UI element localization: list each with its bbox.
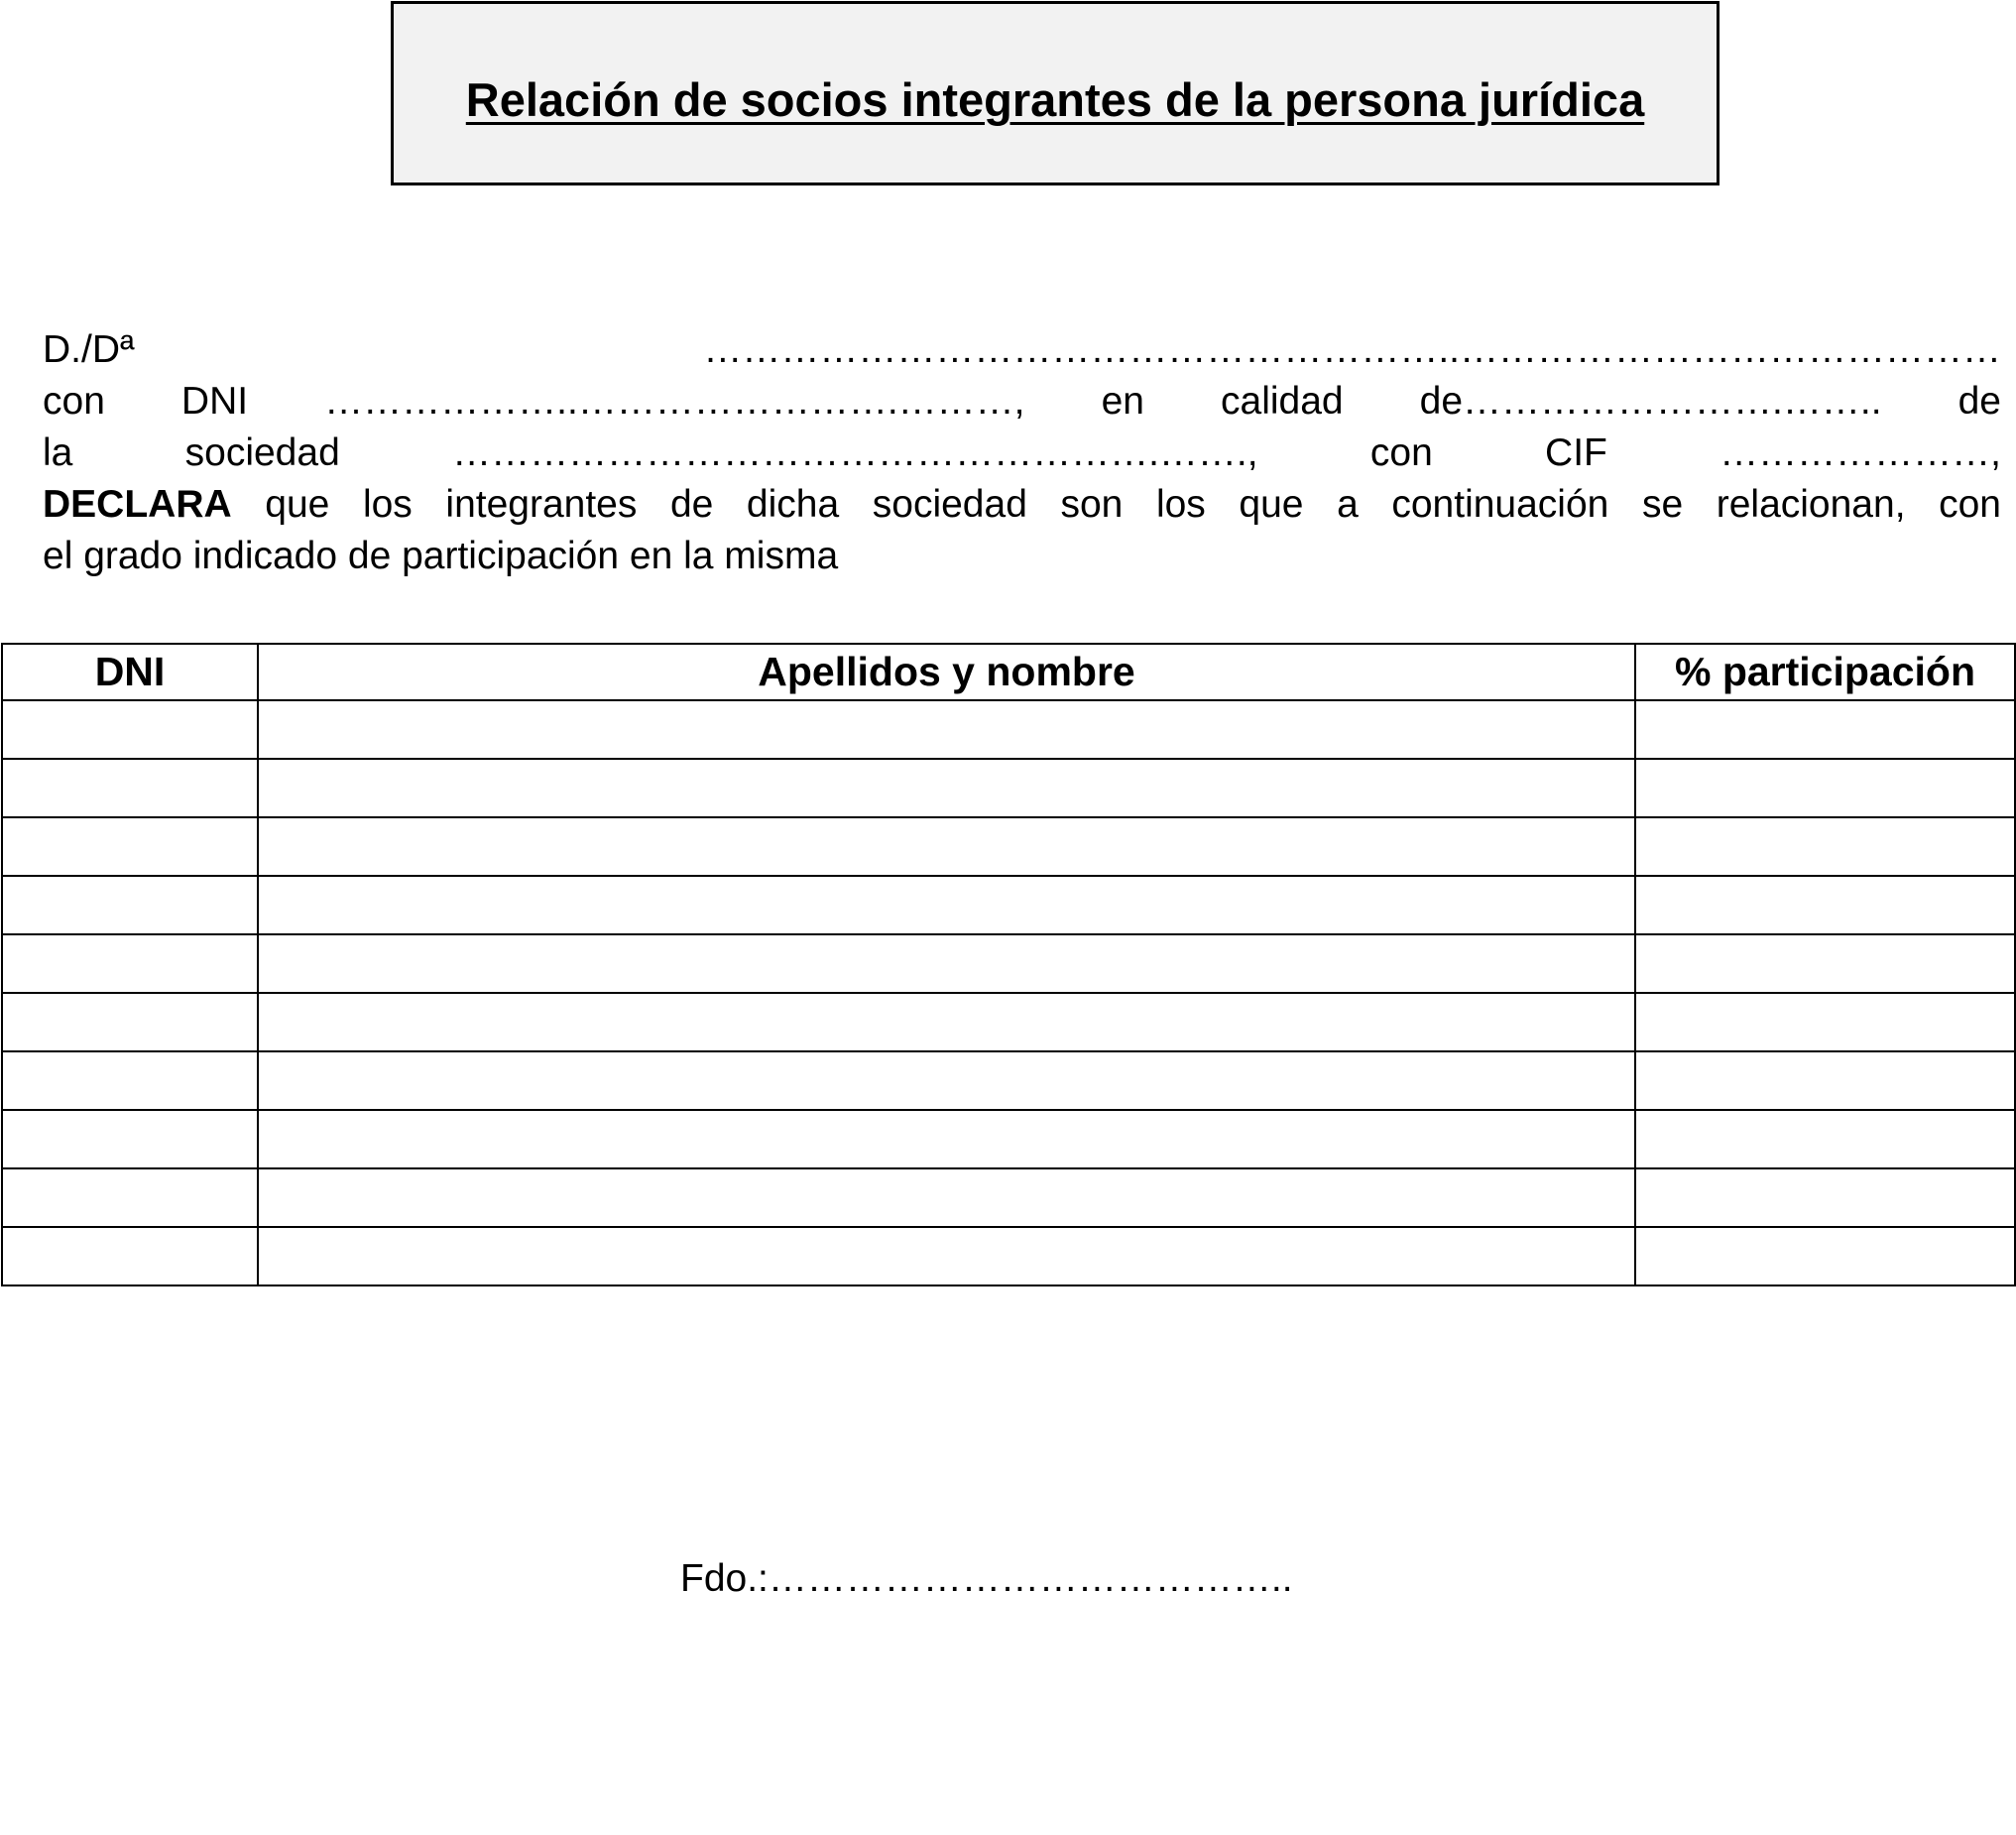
cell-percentage[interactable] <box>1635 1110 2015 1168</box>
cell-dni[interactable] <box>2 759 258 817</box>
company-blank[interactable]: ……………………………………………….……., <box>452 431 1258 474</box>
cell-name[interactable] <box>258 993 1635 1051</box>
cell-percentage[interactable] <box>1635 700 2015 759</box>
cell-dni[interactable] <box>2 1110 258 1168</box>
cell-percentage[interactable] <box>1635 759 2015 817</box>
cell-percentage[interactable] <box>1635 1227 2015 1285</box>
cell-name[interactable] <box>258 934 1635 993</box>
declaration-line-name <box>43 324 2001 376</box>
cell-dni[interactable] <box>2 817 258 876</box>
cell-name[interactable] <box>258 759 1635 817</box>
cell-dni[interactable] <box>2 1051 258 1110</box>
company-label: la sociedad <box>43 431 340 474</box>
table-row <box>2 1168 2015 1227</box>
cell-percentage[interactable] <box>1635 876 2015 934</box>
declaration-line-company <box>43 428 2001 479</box>
cell-dni[interactable] <box>2 876 258 934</box>
cell-name[interactable] <box>258 1051 1635 1110</box>
cell-percentage[interactable] <box>1635 934 2015 993</box>
name-label: D./Dª <box>43 328 135 371</box>
cell-percentage[interactable] <box>1635 817 2015 876</box>
table-header-row <box>2 644 2015 700</box>
cell-name[interactable] <box>258 700 1635 759</box>
signature-line[interactable]: Fdo.:………………………………….. <box>680 1557 1293 1600</box>
table-row <box>2 876 2015 934</box>
table-row <box>2 759 2015 817</box>
title-box <box>391 1 1720 185</box>
cell-percentage[interactable] <box>1635 1051 2015 1110</box>
declaration-line-closing: el grado indicado de participación en la misma <box>43 535 839 577</box>
table-row <box>2 700 2015 759</box>
partners-table <box>1 643 2016 1286</box>
cell-name[interactable] <box>258 1227 1635 1285</box>
table-row <box>2 993 2015 1051</box>
cell-name[interactable] <box>258 1110 1635 1168</box>
cell-dni[interactable] <box>2 1227 258 1285</box>
cell-dni[interactable] <box>2 700 258 759</box>
document-title: Relación de socios integrantes de la persona jurídica <box>465 72 1645 126</box>
declaration-line-dni <box>43 376 2001 428</box>
cif-blank[interactable]: …………………, <box>1720 431 2002 474</box>
declara-text: que los integrantes de dicha sociedad son los que a continuación se relacionan, con <box>265 483 2002 526</box>
table-row <box>2 1051 2015 1110</box>
cell-name[interactable] <box>258 817 1635 876</box>
cell-name[interactable] <box>258 1168 1635 1227</box>
dni-blank[interactable]: ………………..…………………….………, <box>324 380 1025 423</box>
table-row <box>2 1110 2015 1168</box>
capacity-field[interactable]: en calidad de…………………….…….. <box>1101 380 1882 423</box>
table-row <box>2 817 2015 876</box>
declaration-paragraph <box>43 324 2001 582</box>
cell-dni[interactable] <box>2 1168 258 1227</box>
header-percentage: % participación <box>1635 644 2015 700</box>
cell-percentage[interactable] <box>1635 993 2015 1051</box>
declara-keyword: DECLARA <box>43 483 232 526</box>
of-label: de <box>1957 380 2001 423</box>
cell-dni[interactable] <box>2 993 258 1051</box>
cell-percentage[interactable] <box>1635 1168 2015 1227</box>
cell-name[interactable] <box>258 876 1635 934</box>
table-row <box>2 934 2015 993</box>
cell-dni[interactable] <box>2 934 258 993</box>
header-dni: DNI <box>2 644 258 700</box>
name-blank[interactable]: …………………………………………………..…………………………………… <box>703 328 2001 371</box>
dni-label: con DNI <box>43 380 249 423</box>
cif-label: con CIF <box>1369 431 1607 474</box>
header-name: Apellidos y nombre <box>258 644 1635 700</box>
table-row <box>2 1227 2015 1285</box>
declaration-line-declara <box>43 479 2001 531</box>
